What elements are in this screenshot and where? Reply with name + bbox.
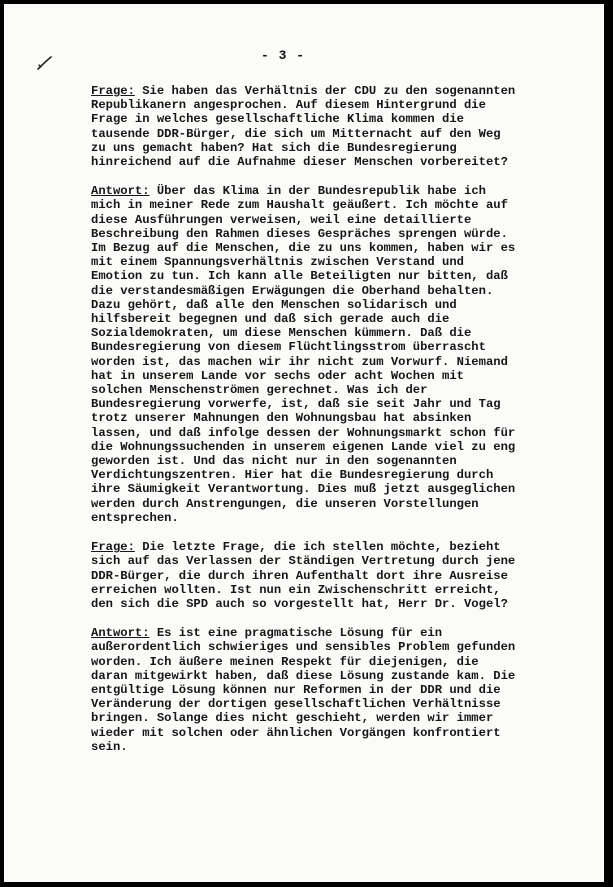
text-line: Emotion zu tun. Ich kann alle Beteiligten nur bitten, daß xyxy=(91,269,508,284)
text-line: Frage: Die letzte Frage, die ich stellen möchte, bezieht xyxy=(91,540,501,555)
pen-mark-icon xyxy=(36,52,56,72)
question-label: Frage: xyxy=(91,540,135,555)
text-line: entgültige Lösung können nur Reformen in der DDR und die xyxy=(91,682,501,697)
text-line: erreichen wollten. Ist nun ein Zwischenschritt erreicht, xyxy=(91,582,501,597)
text-line: Bundesregierung von diesem Flüchtlingsstrom überrascht xyxy=(91,340,486,355)
text-line: hilfsbereit begegnen und daß sich gerade auch die xyxy=(91,312,450,327)
paragraph-answer-1 xyxy=(91,184,571,525)
text-line: daran mitgewirkt haben, daß diese Lösung zustande kam. Die xyxy=(91,668,516,683)
answer-label: Antwort: xyxy=(91,184,150,199)
text-line: hat in unserem Lande vor sechs oder acht Wochen mit xyxy=(91,368,464,383)
document-page xyxy=(4,4,606,882)
text-line: Frage: Sie haben das Verhältnis der CDU zu den sogenannten xyxy=(91,84,516,98)
text-line: die verstandesmäßigen Erwägungen die Oberhand behalten. xyxy=(91,283,494,298)
text-line: lassen, und daß infolge dessen der Wohnungsmarkt schon für xyxy=(91,425,516,440)
paragraph-question-2 xyxy=(91,540,571,611)
text-line: DDR-Bürger, die durch ihren Aufenthalt dort ihre Ausreise xyxy=(91,568,508,583)
text-line: entsprechen. xyxy=(91,510,179,525)
text-line: mit einem Spannungsverhältnis zwischen Verstand und xyxy=(91,255,464,270)
text-line: trotz unserer Mahnungen den Wohnungsbau hat absinken xyxy=(91,411,472,426)
scan-border xyxy=(604,0,613,887)
text-line: Veränderung der dortigen gesellschaftlichen Verhältnisse xyxy=(91,697,501,712)
text-line: bringen. Solange dies nicht geschieht, werden wir immer xyxy=(91,711,494,726)
text-line: mich in meiner Rede zum Haushalt geäußert. Ich möchte auf xyxy=(91,198,508,213)
text-line: diese Ausführungen verweisen, weil eine detaillierte xyxy=(91,212,472,227)
text-line: Antwort: Es ist eine pragmatische Lösung für ein xyxy=(91,626,443,641)
text-line: Im Bezug auf die Menschen, die zu uns kommen, haben wir es xyxy=(91,241,516,256)
text-line: tausende DDR-Bürger, die sich um Mitternacht auf den Weg xyxy=(91,126,501,141)
text-line: werden durch Anstrengungen, die unseren Vorstellungen xyxy=(91,496,479,511)
paragraph-answer-2 xyxy=(91,626,571,754)
text-line: Bundesregierung vorwerfe, ist, daß sie seit Jahr und Tag xyxy=(91,397,501,412)
text-line: außerordentlich schwieriges und sensibles Problem gefunden xyxy=(91,640,516,655)
text-line: zu uns gemacht haben? Hat sich die Bundesregierung xyxy=(91,140,457,155)
text-line: geworden ist. Und das nicht nur in den sogenannten xyxy=(91,454,457,469)
text-line: Verdichtungszentren. Hier hat die Bundesregierung durch xyxy=(91,468,494,483)
answer-label: Antwort: xyxy=(91,626,150,641)
text-line: wieder mit solchen oder ähnlichen Vorgängen konfrontiert xyxy=(91,725,501,740)
text-line: hinreichend auf die Aufnahme dieser Menschen vorbereitet? xyxy=(91,155,508,170)
text-line: die Wohnungssuchenden in unserem eigenen Lande viel zu eng xyxy=(91,439,516,454)
text-line: ihre Säumigkeit Verantwortung. Dies muß jetzt ausgeglichen xyxy=(91,482,516,497)
text-line: Beschreibung den Rahmen dieses Gespräches sprengen würde. xyxy=(91,226,508,241)
text-line: Frage in welches gesellschaftliche Klima kommen die xyxy=(91,112,464,127)
text-line: Antwort: Über das Klima in der Bundesrepublik habe ich xyxy=(91,184,486,199)
text-line: solchen Menschenströmen gerechnet. Was ich der xyxy=(91,383,428,398)
text-line: worden. Ich äußere meinen Respekt für diejenigen, die xyxy=(91,654,479,669)
page-number: - 3 - xyxy=(261,48,306,63)
text-line: sich auf das Verlassen der Ständigen Vertretung durch jene xyxy=(91,554,516,569)
text-line: Sozialdemokraten, um diese Menschen kümmern. Daß die xyxy=(91,326,472,341)
paragraph-question-1 xyxy=(91,84,571,169)
text-line: worden ist, das machen wir ihr nicht zum Vorwurf. Niemand xyxy=(91,354,508,369)
text-line: Republikanern angesprochen. Auf diesem Hintergrund die xyxy=(91,98,486,113)
text-line: Dazu gehört, daß alle den Menschen solidarisch und xyxy=(91,297,457,312)
question-label: Frage: xyxy=(91,84,135,98)
interview-text xyxy=(91,84,571,769)
text-line: den sich die SPD auch so vorgestellt hat, Herr Dr. Vogel? xyxy=(91,596,508,611)
text-line: sein. xyxy=(91,739,128,754)
